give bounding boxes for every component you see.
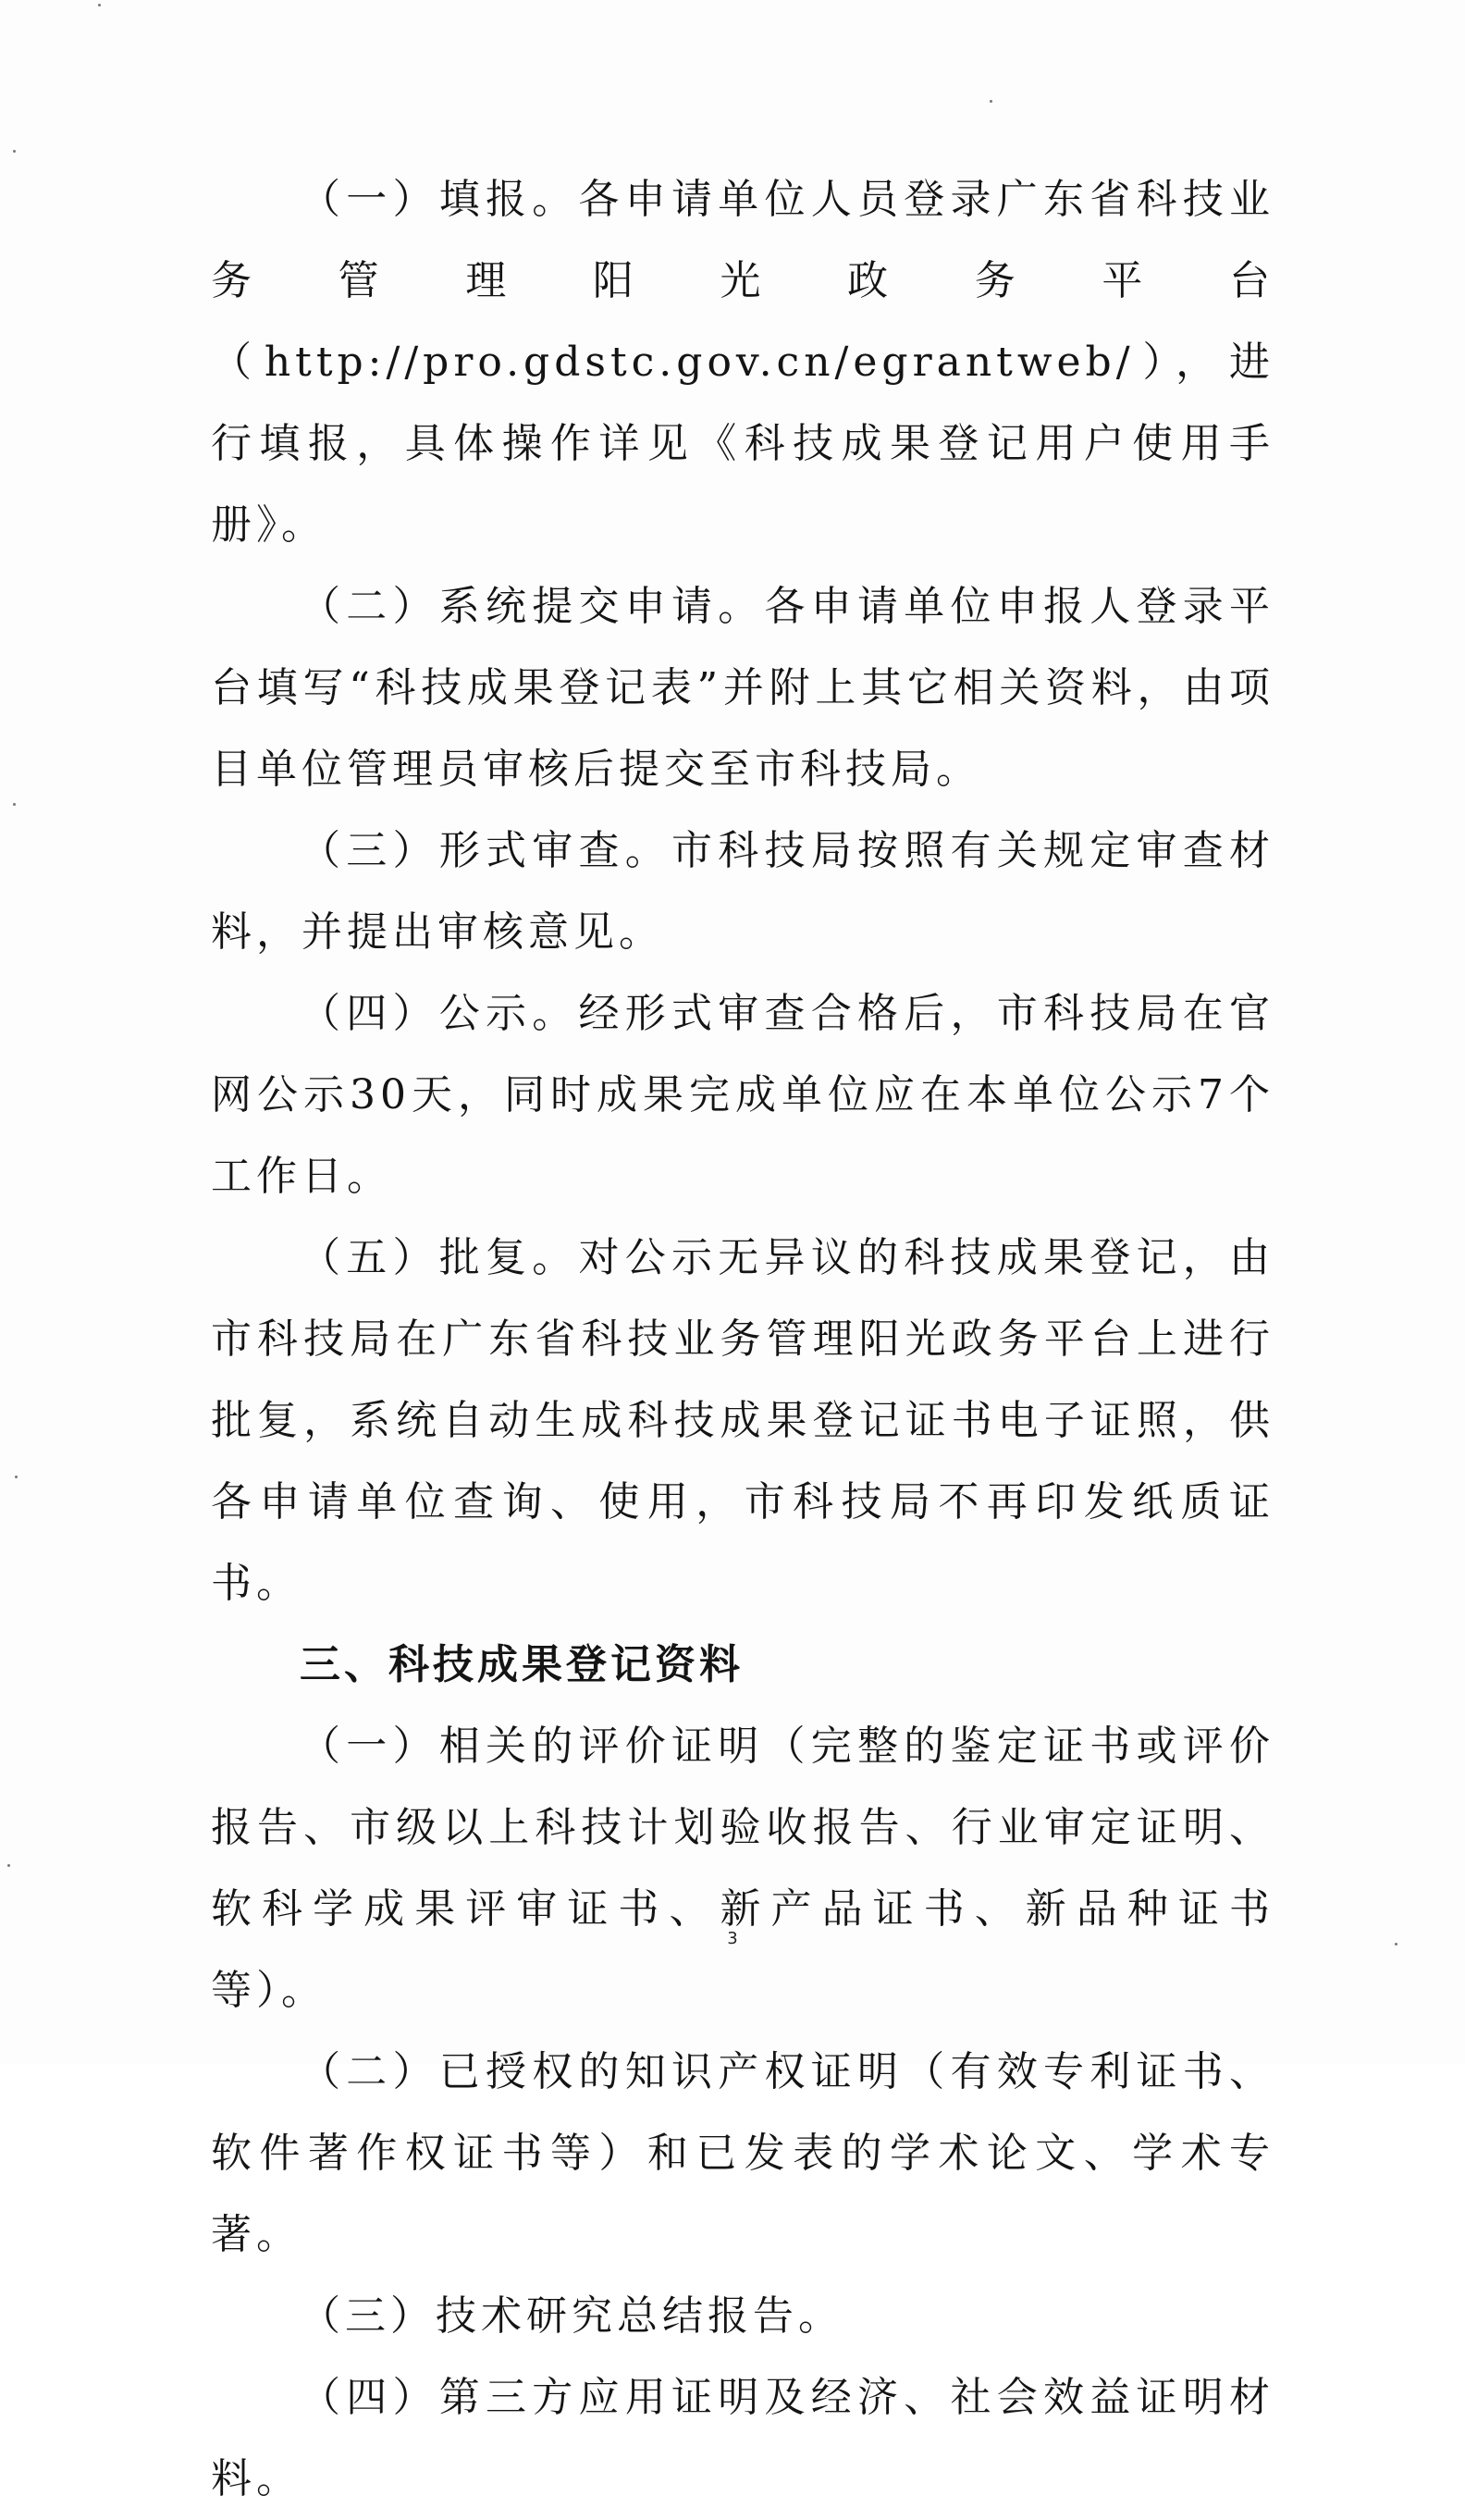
scan-speck [990, 100, 992, 103]
paragraph-research-report: （三）技术研究总结报告。 [300, 2292, 843, 2340]
scan-speck [13, 150, 16, 153]
section-heading: 三、科技成果登记资料 [300, 1641, 744, 1688]
document-body [211, 159, 1274, 2520]
paragraph-evaluation-proof: （一）相关的评价证明（完整的鉴定证书或评价报告、市级以上科技计划验收报告、行业审定证明、软科学成果评审证书、新产品证书、新品种证书等）。 [211, 1723, 1274, 2014]
paragraph-public-notice: （四）公示。经形式审查合格后，市科技局在官网公示30天，同时成果完成单位应在本单位公示7个工作日。 [211, 990, 1274, 1200]
paragraph-formal-review: （三）形式审查。市科技局按照有关规定审查材料，并提出审核意见。 [211, 827, 1274, 956]
page-number: 3 [727, 1929, 738, 1948]
scan-speck [15, 1476, 18, 1478]
paragraph-application-proof: （四）第三方应用证明及经济、社会效益证明材料。 [211, 2374, 1274, 2502]
paragraph-ip-proof: （二）已授权的知识产权证明（有效专利证书、软件著作权证书等）和已发表的学术论文、学术专著。 [211, 2048, 1274, 2258]
scan-speck [7, 1864, 10, 1867]
paragraph-fill-report: （一）填报。各申请单位人员登录广东省科技业务管理阳光政务平台（http://pro.gdstc.gov.cn/egrantweb/），进行填报，具体操作详见《科技成果登记用户使用手册》。 [211, 176, 1274, 549]
scan-speck [98, 4, 101, 6]
paragraph-submit-application: （二）系统提交申请。各申请单位申报人登录平台填写“科技成果登记表”并附上其它相关资料，由项目单位管理员审核后提交至市科技局。 [211, 583, 1274, 793]
paragraph-approval: （五）批复。对公示无异议的科技成果登记，由市科技局在广东省科技业务管理阳光政务平台上进行批复，系统自动生成科技成果登记证书电子证照，供各申请单位查询、使用，市科技局不再印发纸质证书。 [211, 1234, 1274, 1607]
scan-speck [13, 803, 16, 806]
